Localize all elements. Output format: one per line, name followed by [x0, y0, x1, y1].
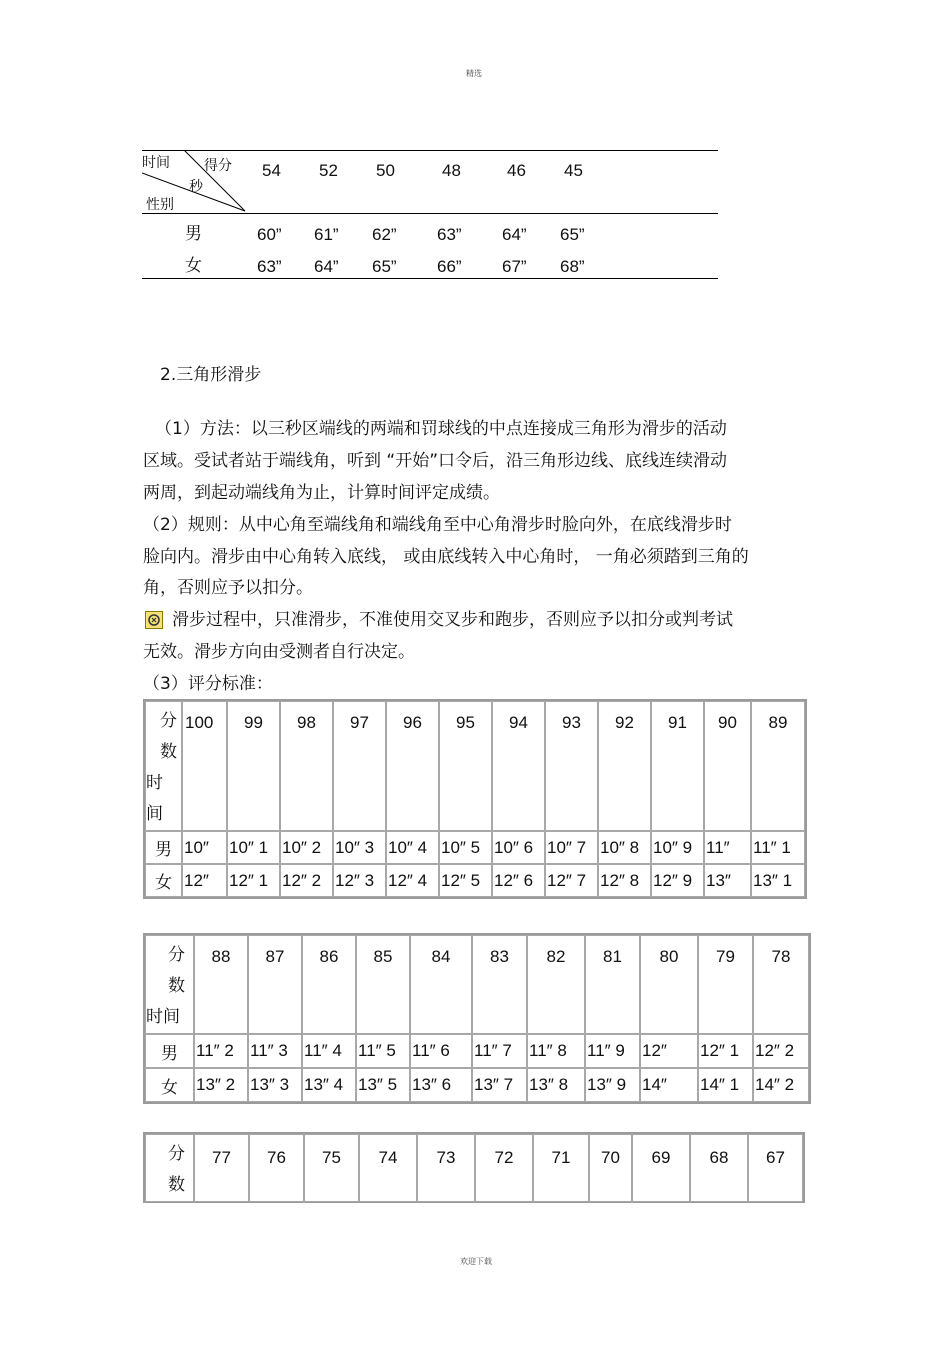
- score-cell: 83: [472, 935, 527, 1034]
- male-time: 11″ 5: [356, 1034, 410, 1068]
- male-time: 10″ 7: [545, 831, 598, 864]
- male-time: 12″: [640, 1034, 698, 1068]
- score-cell: 93: [545, 701, 598, 831]
- score-cell: 78: [753, 935, 809, 1034]
- score-cell: 82: [527, 935, 585, 1034]
- score-header: 50: [376, 161, 395, 180]
- corner-time-label: 时间: [142, 155, 170, 171]
- score-cell: 79: [698, 935, 753, 1034]
- method-line: 区域。受试者站于端线角，听到 “开始”口令后，沿三角形边线、底线连续滑动: [143, 451, 728, 471]
- female-time: 64”: [314, 257, 339, 276]
- male-time: 11″: [704, 831, 751, 864]
- female-time: 12″ 8: [598, 864, 651, 897]
- female-time: 13″ 9: [585, 1068, 640, 1102]
- row-label-male: 男: [185, 224, 202, 244]
- female-time: 67”: [502, 257, 527, 276]
- corner-char: 分: [160, 711, 177, 731]
- score-table-100-89: [143, 699, 807, 899]
- corner-gender-label: 性别: [146, 197, 174, 213]
- score-cell: 97: [333, 701, 386, 831]
- score-table-77-67: [143, 1132, 805, 1203]
- male-time: 10″ 6: [492, 831, 545, 864]
- score-cell: 69: [632, 1134, 690, 1202]
- female-time: 14″ 2: [753, 1068, 809, 1102]
- corner-cell: [145, 935, 194, 1034]
- rules-line: 角，否则应予以扣分。: [143, 578, 313, 598]
- female-time: 12″ 2: [280, 864, 333, 897]
- female-time: 12″ 1: [227, 864, 280, 897]
- male-time: 10″ 5: [439, 831, 492, 864]
- female-time: 13″ 8: [527, 1068, 585, 1102]
- male-time: 10″ 8: [598, 831, 651, 864]
- row-label-female: 女: [185, 256, 202, 276]
- row-label-female: 女: [145, 1068, 194, 1102]
- male-time: 11″ 2: [194, 1034, 248, 1068]
- note-line: 滑步过程中，只准滑步，不准使用交叉步和跑步，否则应予以扣分或判考试: [172, 610, 733, 630]
- corner-char: 间: [146, 804, 163, 824]
- row-label-male: 男: [145, 1034, 194, 1068]
- score-cell: 89: [751, 701, 805, 831]
- score-header: 52: [319, 161, 338, 180]
- female-time: 12″: [182, 864, 227, 897]
- standard-label: （3）评分标准：: [143, 674, 273, 694]
- male-time: 11″ 6: [410, 1034, 472, 1068]
- score-cell: 72: [475, 1134, 533, 1202]
- corner-char: 数: [168, 1175, 185, 1195]
- method-line: 两周，到起动端线角为止，计算时间评定成绩。: [143, 483, 500, 503]
- female-time: 68”: [560, 257, 585, 276]
- male-time: 10″ 4: [386, 831, 439, 864]
- note-icon: [145, 611, 163, 629]
- male-time: 11″ 1: [751, 831, 805, 864]
- corner-cell: [145, 1134, 194, 1202]
- male-time: 11″ 8: [527, 1034, 585, 1068]
- score-cell: 71: [533, 1134, 589, 1202]
- female-time: 12″ 4: [386, 864, 439, 897]
- male-time: 11″ 7: [472, 1034, 527, 1068]
- score-cell: 96: [386, 701, 439, 831]
- female-time: 14″: [640, 1068, 698, 1102]
- method-line: （1）方法：以三秒区端线的两端和罚球线的中点连接成三角形为滑步的活动: [155, 419, 727, 439]
- female-time: 12″ 7: [545, 864, 598, 897]
- female-time: 14″ 1: [698, 1068, 753, 1102]
- score-cell: 88: [194, 935, 248, 1034]
- corner-char: 数: [168, 976, 185, 996]
- female-time: 13″: [704, 864, 751, 897]
- female-time: 13″ 7: [472, 1068, 527, 1102]
- corner-char: 分: [168, 1144, 185, 1164]
- female-time: 13″ 4: [302, 1068, 356, 1102]
- male-time: 12″ 1: [698, 1034, 753, 1068]
- corner-char: 时: [146, 773, 163, 793]
- female-time: 13″ 5: [356, 1068, 410, 1102]
- score-cell: 68: [690, 1134, 748, 1202]
- score-cell: 77: [194, 1134, 249, 1202]
- corner-char: 分: [168, 945, 185, 965]
- score-cell: 98: [280, 701, 333, 831]
- male-time: 65”: [560, 225, 585, 244]
- male-time: 62”: [372, 225, 397, 244]
- score-cell: 95: [439, 701, 492, 831]
- score-cell: 75: [304, 1134, 359, 1202]
- male-time: 11″ 3: [248, 1034, 302, 1068]
- score-cell: 84: [410, 935, 472, 1034]
- male-time: 10″ 3: [333, 831, 386, 864]
- female-time: 12″ 6: [492, 864, 545, 897]
- male-time: 64”: [502, 225, 527, 244]
- female-time: 66”: [437, 257, 462, 276]
- score-cell: 73: [417, 1134, 475, 1202]
- female-time: 12″ 3: [333, 864, 386, 897]
- male-time: 12″ 2: [753, 1034, 809, 1068]
- male-time: 11″ 9: [585, 1034, 640, 1068]
- score-table-88-78: [143, 933, 811, 1104]
- corner-sec-label: 秒: [189, 179, 203, 195]
- male-time: 10″ 9: [651, 831, 704, 864]
- score-cell: 70: [589, 1134, 632, 1202]
- score-cell: 67: [748, 1134, 803, 1202]
- male-time: 10″ 2: [280, 831, 333, 864]
- score-header: 46: [507, 161, 526, 180]
- rules-line: （2）规则：从中心角至端线角和端线角至中心角滑步时脸向外，在底线滑步时: [143, 515, 732, 535]
- corner-score-label: 得分: [204, 158, 232, 174]
- score-cell: 76: [249, 1134, 304, 1202]
- male-time: 60”: [257, 225, 282, 244]
- score-cell: 92: [598, 701, 651, 831]
- female-time: 13″ 3: [248, 1068, 302, 1102]
- corner-char: 时间: [146, 1007, 180, 1027]
- female-time: 65”: [372, 257, 397, 276]
- female-time: 13″ 2: [194, 1068, 248, 1102]
- score-cell: 81: [585, 935, 640, 1034]
- female-time: 12″ 9: [651, 864, 704, 897]
- score-cell: 80: [640, 935, 698, 1034]
- female-time: 63”: [257, 257, 282, 276]
- note-line: 无效。滑步方向由受测者自行决定。: [143, 642, 415, 662]
- male-time: 61”: [314, 225, 339, 244]
- score-header: 48: [442, 161, 461, 180]
- score-cell: 85: [356, 935, 410, 1034]
- score-cell: 74: [359, 1134, 417, 1202]
- female-time: 13″ 6: [410, 1068, 472, 1102]
- score-cell: 86: [302, 935, 356, 1034]
- score-cell: 100: [182, 701, 227, 831]
- row-label-female: 女: [145, 864, 182, 897]
- female-time: 12″ 5: [439, 864, 492, 897]
- score-cell: 91: [651, 701, 704, 831]
- score-header: 54: [262, 161, 281, 180]
- score-cell: 87: [248, 935, 302, 1034]
- score-cell: 99: [227, 701, 280, 831]
- page-header-label: 精选: [466, 69, 482, 78]
- corner-cell: [145, 701, 182, 831]
- score-cell: 90: [704, 701, 751, 831]
- male-time: 10″: [182, 831, 227, 864]
- row-label-male: 男: [145, 831, 182, 864]
- male-time: 63”: [437, 225, 462, 244]
- female-time: 13″ 1: [751, 864, 805, 897]
- male-time: 10″ 1: [227, 831, 280, 864]
- male-time: 11″ 4: [302, 1034, 356, 1068]
- score-cell: 94: [492, 701, 545, 831]
- section-heading: 2.三角形滑步: [160, 365, 262, 385]
- corner-char: 数: [160, 742, 177, 762]
- gender-score-time-table: [142, 150, 718, 280]
- page-footer-label: 欢迎下载: [460, 1257, 492, 1266]
- score-header: 45: [564, 161, 583, 180]
- rules-line: 脸向内。滑步由中心角转入底线， 或由底线转入中心角时， 一角必须踏到三角的: [143, 547, 749, 567]
